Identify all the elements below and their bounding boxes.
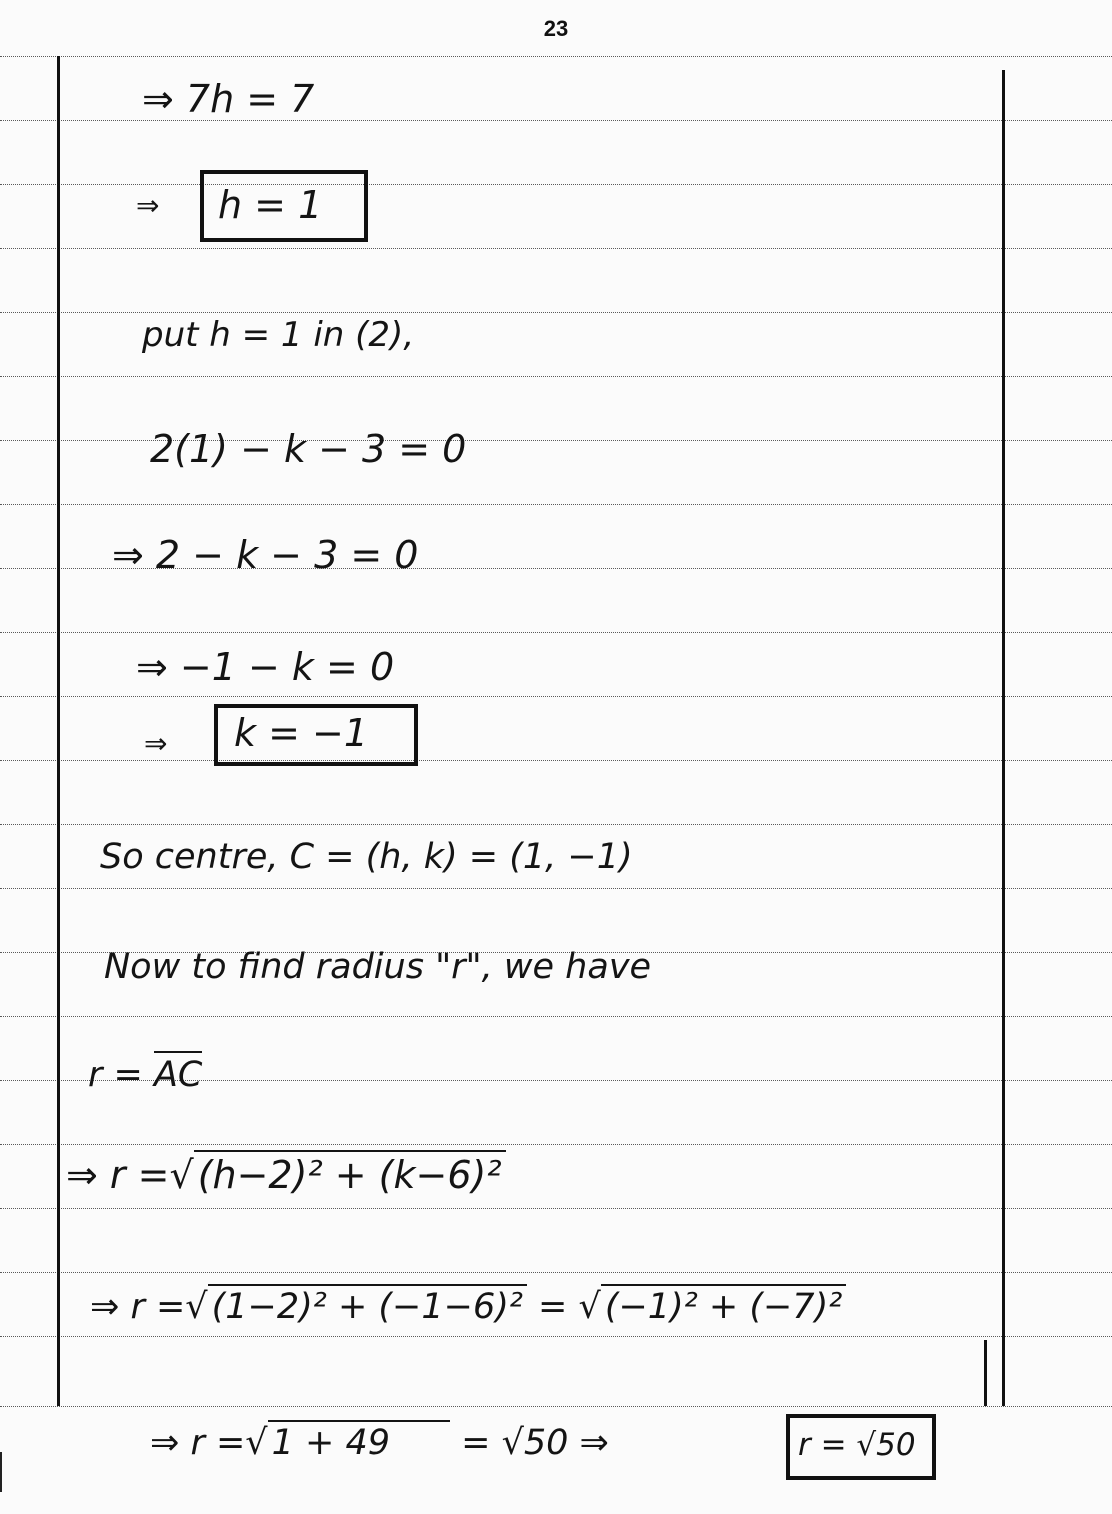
- final-prefix: ⇒ r =: [150, 1423, 246, 1463]
- line-radius-intro: Now to find radius "r", we have: [104, 947, 652, 987]
- substituted-radicand: (1−2)² + (−1−6)²: [208, 1284, 527, 1325]
- r-result: r = √50: [798, 1427, 916, 1463]
- line-centre: So centre, C = (h, k) = (1, −1): [100, 837, 633, 877]
- distance-prefix: ⇒ r =: [66, 1153, 170, 1197]
- right-margin-line: [1002, 70, 1005, 1406]
- final-equals: = √50 ⇒: [450, 1423, 609, 1463]
- simplified-radicand: (−1)² + (−7)²: [601, 1284, 846, 1325]
- line-7h-eq-7: ⇒ 7h = 7: [142, 77, 315, 121]
- line-simplify-2: ⇒ −1 − k = 0: [136, 645, 395, 689]
- substituted-equals: =: [526, 1287, 579, 1327]
- line-final: ⇒ r =√ 1 + 49 = √50 ⇒: [150, 1420, 609, 1461]
- arrow-h-result: ⇒: [136, 189, 160, 222]
- r-eq-label: r =: [88, 1055, 154, 1095]
- line-substitute: 2(1) − k − 3 = 0: [150, 427, 467, 471]
- left-edge-mark: [0, 1452, 2, 1492]
- arrow-k-result: ⇒: [144, 727, 168, 760]
- segment-ac: AC: [154, 1051, 202, 1095]
- page-number: 23: [543, 16, 569, 41]
- line-put-h: put h = 1 in (2),: [142, 315, 415, 355]
- line-distance-formula: ⇒ r =√ (h−2)² + (k−6)²: [66, 1150, 506, 1194]
- final-radicand: 1 + 49: [268, 1420, 450, 1461]
- h-result: h = 1: [218, 183, 323, 227]
- k-result: k = −1: [234, 711, 369, 755]
- substituted-prefix: ⇒ r =: [90, 1287, 186, 1327]
- distance-radicand: (h−2)² + (k−6)²: [194, 1150, 506, 1194]
- line-r-eq-ac: [88, 1055, 203, 1095]
- line-simplify-1: ⇒ 2 − k − 3 = 0: [112, 533, 419, 577]
- right-margin-line-2: [984, 1340, 987, 1406]
- line-distance-substituted: ⇒ r =√ (1−2)² + (−1−6)² = √ (−1)² + (−7)²: [90, 1284, 846, 1325]
- left-margin-line: [57, 56, 60, 1406]
